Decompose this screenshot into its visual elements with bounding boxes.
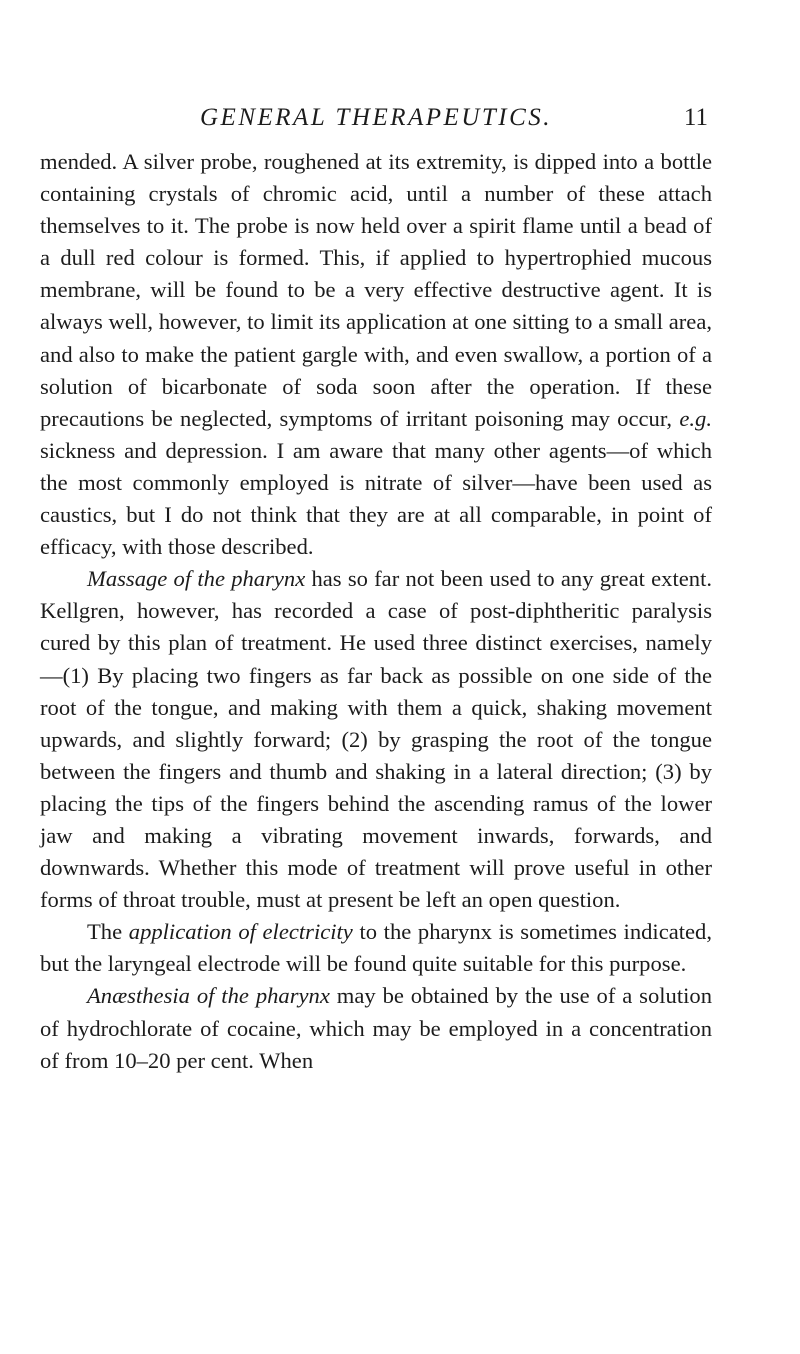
paragraph-electricity	[40, 916, 712, 980]
running-title: GENERAL THERAPEUTICS.	[200, 104, 553, 131]
page-number: 11	[683, 104, 708, 131]
text-run: may be obtained by the use of a solution of hydrochlorate of cocaine, which may be employed in a concentration of from 10–20 per cent. When	[40, 983, 712, 1073]
text-run-italic: e.g.	[679, 405, 712, 431]
text-run: The	[87, 919, 129, 945]
text-run-italic: Anæsthesia of the pharynx	[87, 983, 330, 1009]
text-run: sickness and depression. I am aware that many other agents—of which the most commonly employed is nitrate of silver—have been used as caustics, but I do not think that they are at all comparable, in point of efficacy, with those described.	[40, 437, 712, 560]
paragraph-massage	[40, 563, 712, 916]
text-run: mended. A silver probe, roughened at its extremity, is dipped into a bottle containing crystals of chromic acid, until a number of these attach themselves to it. The probe is now held over a spirit flame until a bead of a dull red colour is formed. This, if applied to hypertrophied mucous membrane, will be found to be a very effective destructive agent. It is always well, however, to limit its application at one sitting to a small area, and also to make the patient gargle with, and even swallow, a portion of a solution of bicarbonate of soda soon after the operation. If these precautions be neglected, symptoms of irritant poisoning may occur,	[40, 149, 712, 431]
text-run-italic: application of electricity	[128, 919, 353, 945]
text-run: has so far not been used to any great extent. Kellgren, however, has recorded a case of post-diphtheritic paralysis cured by this plan of treatment. He used three distinct exercises, namely—(1) By placing two fingers as far back as possible on one side of the root of the tongue, and making with them a quick, shaking movement upwards, and slightly forward; (2) by grasping the root of the tongue between the fingers and thumb and shaking in a lateral direction; (3) by placing the tips of the fingers behind the ascending ramus of the lower jaw and making a vibrating movement inwards, forwards, and downwards. Whether this mode of treatment will prove useful in other forms of throat trouble, must at present be left an open question.	[40, 566, 712, 913]
paragraph-chromic-acid	[40, 146, 712, 563]
body-text	[40, 146, 712, 1077]
paragraph-anaesthesia	[40, 980, 712, 1076]
text-run-italic: Massage of the pharynx	[87, 566, 306, 592]
page-header	[0, 104, 800, 140]
text-run: to the pharynx is sometimes indicated, but the laryngeal electrode will be found quite suitable for this purpose.	[40, 919, 712, 977]
